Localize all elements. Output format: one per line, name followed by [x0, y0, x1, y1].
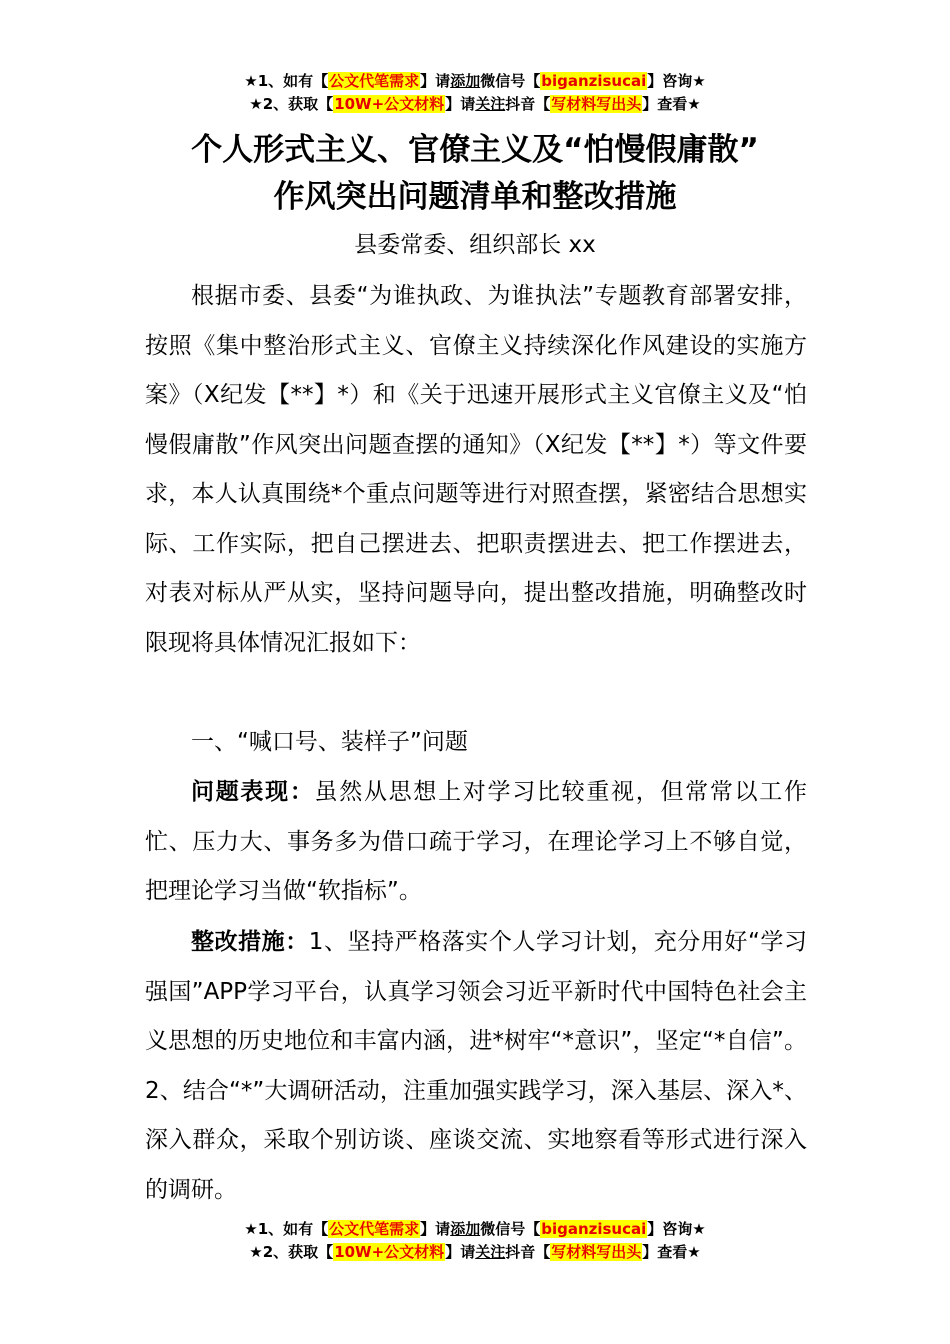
document-title-line-2: 作风突出问题清单和整改措施	[273, 179, 677, 215]
banner-text: 微信号【	[480, 72, 541, 90]
banner-line-1	[0, 1218, 950, 1241]
banner-highlight: 10W+公文材料	[334, 1243, 445, 1261]
problem-paragraph	[145, 768, 807, 917]
intro-paragraph: 根据市委、县委“为谁执政、为谁执法”专题教育部署安排，按照《集中整治形式主义、官僚主义持续深化作风建设的实施方案》（X纪发【**】*）和《关于迅速开展形式主义官僚主义及“怕慢假庸散”作风突出问题查摆的通知》（X纪发【**】*）等文件要求，本人认真围绕*个重点问题等进行对照查摆，紧密结合思想实际、工作实际，把自己摆进去、把职责摆进去、把工作摆进去，对表对标从严从实，坚持问题导向，提出整改措施，明确整改时限现将具体情况汇报如下：	[145, 283, 807, 656]
top-banner	[0, 70, 950, 116]
banner-text: 】咨询★	[647, 72, 706, 90]
banner-highlight: biganzisucai	[541, 1220, 647, 1238]
banner-line-1	[0, 70, 950, 93]
banner-text: 抖音【	[505, 1243, 551, 1261]
banner-line-2	[0, 93, 950, 116]
banner-text: 抖音【	[505, 95, 551, 113]
banner-highlight: 写材料写出头	[551, 1243, 642, 1261]
measures-block	[145, 918, 807, 1215]
banner-text: 】请	[445, 95, 476, 113]
banner-text: 】查看★	[642, 1243, 701, 1261]
banner-highlight: 写材料写出头	[551, 95, 642, 113]
measures-text: 1、坚持严格落实个人学习计划，充分用好“学习强国”APP学习平台，认真学习领会习近平新时代中国特色社会主义思想的历史地位和丰富内涵，进*树牢“*意识”，坚定“*自信”。2、结合“*”大调研活动，注重加强实践学习，深入基层、深入*、深入群众，采取个别访谈、座谈交流、实地察看等形式进行深入的调研。	[145, 929, 807, 1203]
banner-text: ★1、如有【	[244, 72, 329, 90]
banner-highlight: 公文代笔需求	[329, 72, 420, 90]
banner-underline: 添加	[450, 1220, 481, 1238]
banner-text: ★1、如有【	[244, 1220, 329, 1238]
banner-text: ★2、获取【	[249, 95, 334, 113]
document-title-line-1: 个人形式主义、官僚主义及“怕慢假庸散”	[191, 132, 759, 168]
banner-text: 】咨询★	[647, 1220, 706, 1238]
banner-underline: 添加	[450, 72, 481, 90]
banner-highlight: biganzisucai	[541, 72, 647, 90]
problem-block	[145, 768, 807, 917]
banner-text: ★2、获取【	[249, 1243, 334, 1261]
banner-underline: 关注	[475, 1243, 506, 1261]
banner-underline: 关注	[475, 95, 506, 113]
banner-text: 】查看★	[642, 95, 701, 113]
document-author: 县委常委、组织部长 xx	[354, 232, 596, 258]
bottom-banner	[0, 1218, 950, 1264]
problem-label: 问题表现：	[191, 779, 315, 805]
banner-highlight: 公文代笔需求	[329, 1220, 420, 1238]
banner-text: 微信号【	[480, 1220, 541, 1238]
problem-text: 虽然从思想上对学习比较重视，但常常以工作忙、压力大、事务多为借口疏于学习，在理论学习上不够自觉，把理论学习当做“软指标”。	[145, 779, 808, 904]
section-heading: 一、“喊口号、装样子”问题	[191, 729, 468, 755]
intro-block	[145, 272, 807, 668]
banner-line-2	[0, 1241, 950, 1264]
measures-label: 整改措施：	[191, 929, 309, 955]
measures-paragraph	[145, 918, 807, 1215]
banner-text: 】请	[420, 72, 451, 90]
banner-highlight: 10W+公文材料	[334, 95, 445, 113]
banner-text: 】请	[445, 1243, 476, 1261]
banner-text: 】请	[420, 1220, 451, 1238]
section-heading-block	[145, 718, 807, 768]
